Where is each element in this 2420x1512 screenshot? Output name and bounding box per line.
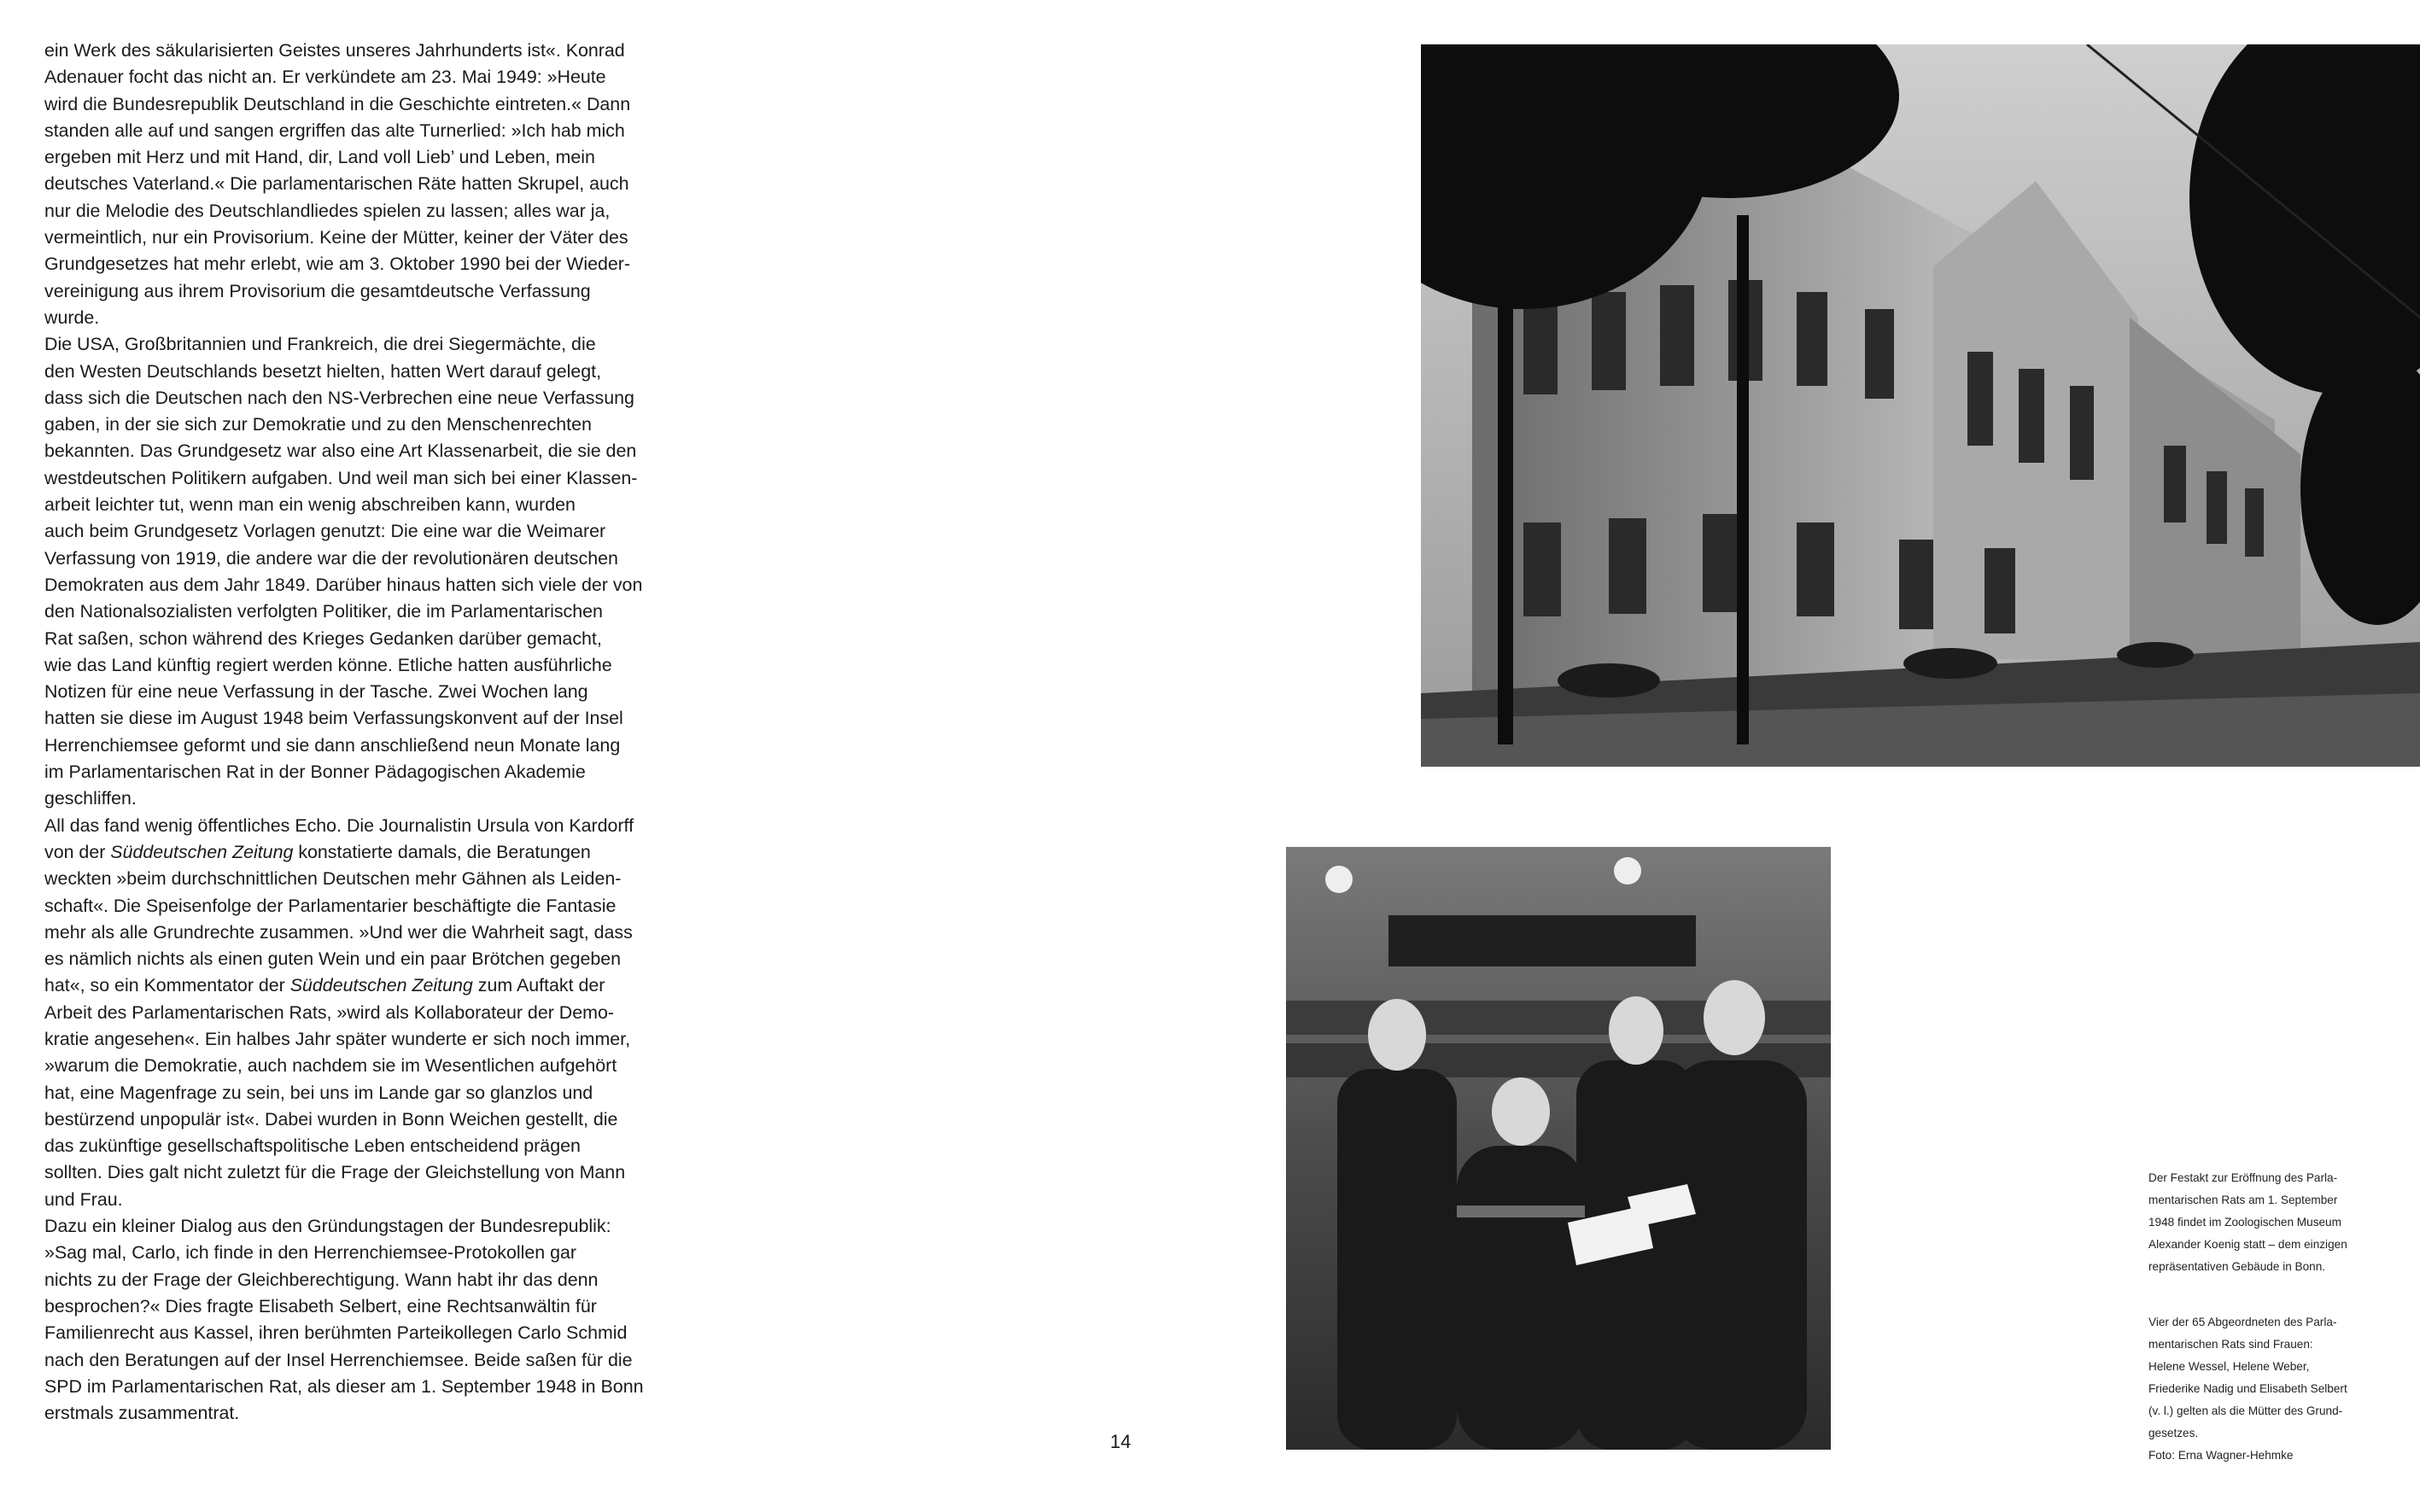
body-line: dass sich die Deutschen nach den NS-Verbrechen eine neue Verfassung	[44, 387, 634, 408]
body-line: wurde.	[44, 306, 100, 328]
body-line: Adenauer focht das nicht an. Er verkündete am 23. Mai 1949: »Heute	[44, 67, 606, 88]
caption-line: gesetzes.	[2148, 1427, 2199, 1439]
body-line: wie das Land künftig regiert werden könne. Etliche hatten ausführliche	[44, 654, 612, 675]
body-line: westdeutschen Politikern aufgaben. Und weil man sich bei einer Klassen-	[44, 467, 638, 488]
body-line: den Nationalsozialisten verfolgten Politiker, die im Parlamentarischen	[44, 601, 603, 622]
body-line: Verfassung von 1919, die andere war die der revolutionären deutschen	[44, 547, 618, 569]
body-line: auch beim Grundgesetz Vorlagen genutzt: Die eine war die Weimarer	[44, 521, 606, 542]
body-line: vermeintlich, nur ein Provisorium. Keine der Mütter, keiner der Väter des	[44, 227, 628, 248]
caption-line: Helene Wessel, Helene Weber,	[2148, 1360, 2310, 1373]
body-line: »Sag mal, Carlo, ich finde in den Herrenchiemsee-Protokollen gar	[44, 1242, 577, 1264]
caption-line: mentarischen Rats am 1. September	[2148, 1194, 2338, 1206]
caption-line: mentarischen Rats sind Frauen:	[2148, 1338, 2313, 1351]
body-line: erstmals zusammentrat.	[44, 1403, 240, 1424]
caption-building	[2148, 1167, 2405, 1278]
museum-building-image	[1421, 44, 2420, 767]
body-line: ein Werk des säkularisierten Geistes unseres Jahrhunderts ist«. Konrad	[44, 40, 625, 61]
body-line: Dazu ein kleiner Dialog aus den Gründungstagen der Bundesrepublik:	[44, 1216, 611, 1237]
body-line: geschliffen.	[44, 788, 137, 809]
newspaper-title: Süddeutschen Zeitung	[289, 975, 473, 996]
body-line: sollten. Dies galt nicht zuletzt für die Frage der Gleichstellung von Mann	[44, 1162, 626, 1183]
body-line: Demokraten aus dem Jahr 1849. Darüber hinaus hatten sich viele der von	[44, 574, 643, 595]
body-line: nach den Beratungen auf der Insel Herrenchiemsee. Beide saßen für die	[44, 1349, 633, 1370]
caption-line: Vier der 65 Abgeordneten des Parla-	[2148, 1316, 2337, 1328]
body-text	[44, 38, 642, 1427]
four-women-image	[1286, 847, 1831, 1450]
caption-line: Foto: Erna Wagner-Hehmke	[2148, 1449, 2294, 1462]
body-line: Arbeit des Parlamentarischen Rats, »wird als Kollaborateur der Demo-	[44, 1001, 614, 1023]
body-line: Rat saßen, schon während des Krieges Gedanken darüber gemacht,	[44, 628, 602, 649]
caption-women	[2148, 1311, 2405, 1467]
body-line: Notizen für eine neue Verfassung in der Tasche. Zwei Wochen lang	[44, 681, 588, 703]
body-line: das zukünftige gesellschaftspolitische Leben entscheidend prägen	[44, 1135, 581, 1157]
body-line: kratie angesehen«. Ein halbes Jahr später wunderte er sich noch immer,	[44, 1028, 631, 1049]
body-line: SPD im Parlamentarischen Rat, als dieser am 1. September 1948 in Bonn	[44, 1375, 644, 1397]
body-line: schaft«. Die Speisenfolge der Parlamentarier beschäftigte die Fantasie	[44, 895, 617, 916]
body-line: von der Süddeutschen Zeitung konstatierte damals, die Beratungen	[44, 841, 591, 862]
body-line: wird die Bundesrepublik Deutschland in die Geschichte eintreten.« Dann	[44, 93, 631, 114]
body-line: standen alle auf und sangen ergriffen das alte Turnerlied: »Ich hab mich	[44, 120, 625, 141]
caption-line: Der Festakt zur Eröffnung des Parla-	[2148, 1171, 2338, 1184]
body-line: ergeben mit Herz und mit Hand, dir, Land voll Lieb’ und Leben, mein	[44, 147, 595, 168]
caption-line: Alexander Koenig statt – dem einzigen	[2148, 1238, 2347, 1251]
body-line: hatten sie diese im August 1948 beim Verfassungskonvent auf der Insel	[44, 708, 623, 729]
body-line: bekannten. Das Grundgesetz war also eine Art Klassenarbeit, die sie den	[44, 441, 637, 462]
caption-line: repräsentativen Gebäude in Bonn.	[2148, 1260, 2326, 1273]
photo-four-women	[1286, 847, 1831, 1450]
body-line: hat«, so ein Kommentator der Süddeutschen Zeitung zum Auftakt der	[44, 975, 605, 996]
body-line: im Parlamentarischen Rat in der Bonner Pädagogischen Akademie	[44, 762, 586, 783]
body-line: hat, eine Magenfrage zu sein, bei uns im Lande gar so glanzlos und	[44, 1082, 593, 1103]
body-line: es nämlich nichts als einen guten Wein und ein paar Brötchen gegeben	[44, 949, 622, 970]
body-line: und Frau.	[44, 1188, 123, 1210]
body-line: den Westen Deutschlands besetzt hielten, hatten Wert darauf gelegt,	[44, 360, 602, 382]
body-line: Die USA, Großbritannien und Frankreich, die drei Siegermächte, die	[44, 334, 596, 355]
page-number: 14	[1110, 1431, 1131, 1452]
body-line: Grundgesetzes hat mehr erlebt, wie am 3. Oktober 1990 bei der Wieder-	[44, 254, 631, 275]
caption-line: Friederike Nadig und Elisabeth Selbert	[2148, 1382, 2347, 1395]
body-line: Familienrecht aus Kassel, ihren berühmten Parteikollegen Carlo Schmid	[44, 1322, 628, 1344]
body-line: weckten »beim durchschnittlichen Deutschen mehr Gähnen als Leiden-	[44, 868, 622, 890]
caption-line: 1948 findet im Zoologischen Museum	[2148, 1216, 2341, 1229]
body-line: deutsches Vaterland.« Die parlamentarischen Räte hatten Skrupel, auch	[44, 173, 629, 195]
caption-line: (v. l.) gelten als die Mütter des Grund-	[2148, 1404, 2343, 1417]
body-line: nur die Melodie des Deutschlandliedes spielen zu lassen; alles war ja,	[44, 200, 611, 221]
body-line: bestürzend unpopulär ist«. Dabei wurden in Bonn Weichen gestellt, die	[44, 1108, 618, 1130]
body-line: vereinigung aus ihrem Provisorium die gesamtdeutsche Verfassung	[44, 280, 591, 301]
body-line: besprochen?« Dies fragte Elisabeth Selbert, eine Rechtsanwältin für	[44, 1295, 597, 1316]
body-line: »warum die Demokratie, auch nachdem sie im Wesentlichen aufgehört	[44, 1055, 617, 1077]
body-line: mehr als alle Grundrechte zusammen. »Und wer die Wahrheit sagt, dass	[44, 921, 633, 943]
body-line: Herrenchiemsee geformt und sie dann anschließend neun Monate lang	[44, 734, 621, 756]
body-line: All das fand wenig öffentliches Echo. Die Journalistin Ursula von Kardorff	[44, 814, 634, 836]
photo-museum-building	[1421, 44, 2420, 767]
body-line: arbeit leichter tut, wenn man ein wenig abschreiben kann, wurden	[44, 494, 576, 516]
newspaper-title: Süddeutschen Zeitung	[110, 841, 294, 862]
body-line: gaben, in der sie sich zur Demokratie und zu den Menschenrechten	[44, 414, 592, 435]
body-line: nichts zu der Frage der Gleichberechtigung. Wann habt ihr das denn	[44, 1269, 599, 1290]
